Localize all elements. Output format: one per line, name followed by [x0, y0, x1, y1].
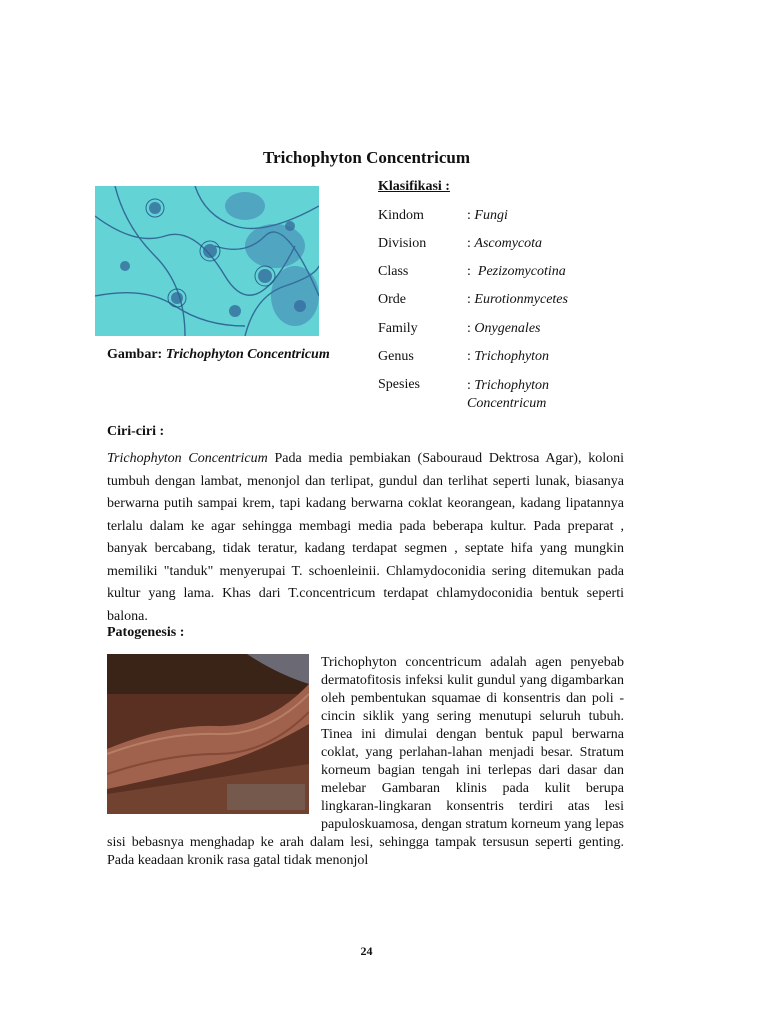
classification-colon: :	[467, 321, 475, 336]
classification-value-genus	[467, 349, 549, 365]
classification-colon: :	[467, 264, 478, 279]
microscopy-image	[95, 186, 319, 336]
classification-label-division: Division	[378, 236, 427, 251]
classification-value-text: Pezizomycotina	[477, 264, 566, 279]
characteristics-paragraph	[107, 448, 624, 628]
characteristics-text: Pada media pembiakan (Sabouraud Dektrosa Agar), koloni tumbuh dengan lambat, menonjol dan terlipat, gundul dan terlihat seperti lunak, biasanya berwarna putih sampai krem, tapi kadang berwarna coklat keorangean, kadang lipatannya terlalu dalam ke agar sehingga membagi media pada beberapa kultur. Pada preparat , banyak bercabang, tidak teratur, kadang terdapat segmen , septate hifa yang mungkin memiliki "tanduk" menyerupai T. schoenleinii. Chlamydoconidia sering ditemukan pada kultur yang lama. Khas dari T.concentricum terdapat chlamydoconidia bentuk seperti balona.	[107, 451, 624, 624]
classification-value-text: Trichophyton	[474, 349, 550, 364]
figure-caption-name: Trichophyton Concentricum	[165, 347, 330, 362]
classification-value-family	[467, 321, 540, 337]
classification-label-family: Family	[378, 321, 418, 336]
page-number: 24	[360, 944, 373, 958]
classification-value-orde	[467, 292, 568, 308]
characteristics-species-name: Trichophyton Concentricum	[107, 451, 268, 466]
classification-colon: :	[467, 378, 475, 393]
classification-value-text: Onygenales	[474, 321, 541, 336]
classification-label-kindom: Kindom	[378, 208, 424, 223]
classification-heading: Klasifikasi :	[378, 179, 450, 194]
classification-value-class	[467, 264, 566, 280]
classification-value-spesies	[467, 377, 577, 413]
figure-caption	[107, 347, 330, 363]
classification-value-division	[467, 236, 542, 252]
pathogenesis-section	[107, 654, 624, 870]
classification-value-kindom	[467, 208, 508, 224]
classification-label-spesies: Spesies	[378, 377, 420, 392]
classification-label-genus: Genus	[378, 349, 414, 364]
classification-colon: :	[467, 292, 475, 307]
classification-value-text: Trichophyton Concentricum	[467, 378, 550, 411]
page-title: Trichophyton Concentricum	[263, 148, 470, 167]
classification-label-orde: Orde	[378, 292, 406, 307]
pathogenesis-text: Trichophyton concentricum adalah agen penyebab dermatofitosis infeksi kulit gundul yang digambarkan oleh pembentukan squamae di konsentris dan poli - cincin siklik yang sering menutupi seluruh tubuh. Tinea ini dimulai dengan bentuk papul berwarna coklat, yang perlahan-lahan menjadi besar. Stratum korneum bagian tengah ini terlepas dari dasar dan melebar Gambaran klinis pada kulit berupa lingkaran-lingkaran konsentris terdiri atas lesi papuloskuamosa, dengan stratum korneum yang lepas sisi bebasnya menghadap ke arah dalam lesi, sehingga tampak tersusun seperti genting. Pada keadaan kronik rasa gatal tidak menonjol	[107, 655, 624, 868]
classification-value-text: Ascomycota	[474, 236, 543, 251]
classification-colon: :	[467, 208, 475, 223]
figure-caption-prefix: Gambar:	[107, 347, 166, 362]
skin-lesion-image	[107, 654, 309, 814]
classification-label-class: Class	[378, 264, 409, 279]
classification-colon: :	[467, 236, 475, 251]
classification-value-text: Eurotionmycetes	[474, 292, 568, 307]
classification-colon: :	[467, 349, 475, 364]
classification-value-text: Fungi	[474, 208, 508, 223]
pathogenesis-heading: Patogenesis :	[107, 625, 185, 640]
image-credit-watermark	[227, 784, 305, 810]
characteristics-heading: Ciri-ciri :	[107, 424, 165, 439]
